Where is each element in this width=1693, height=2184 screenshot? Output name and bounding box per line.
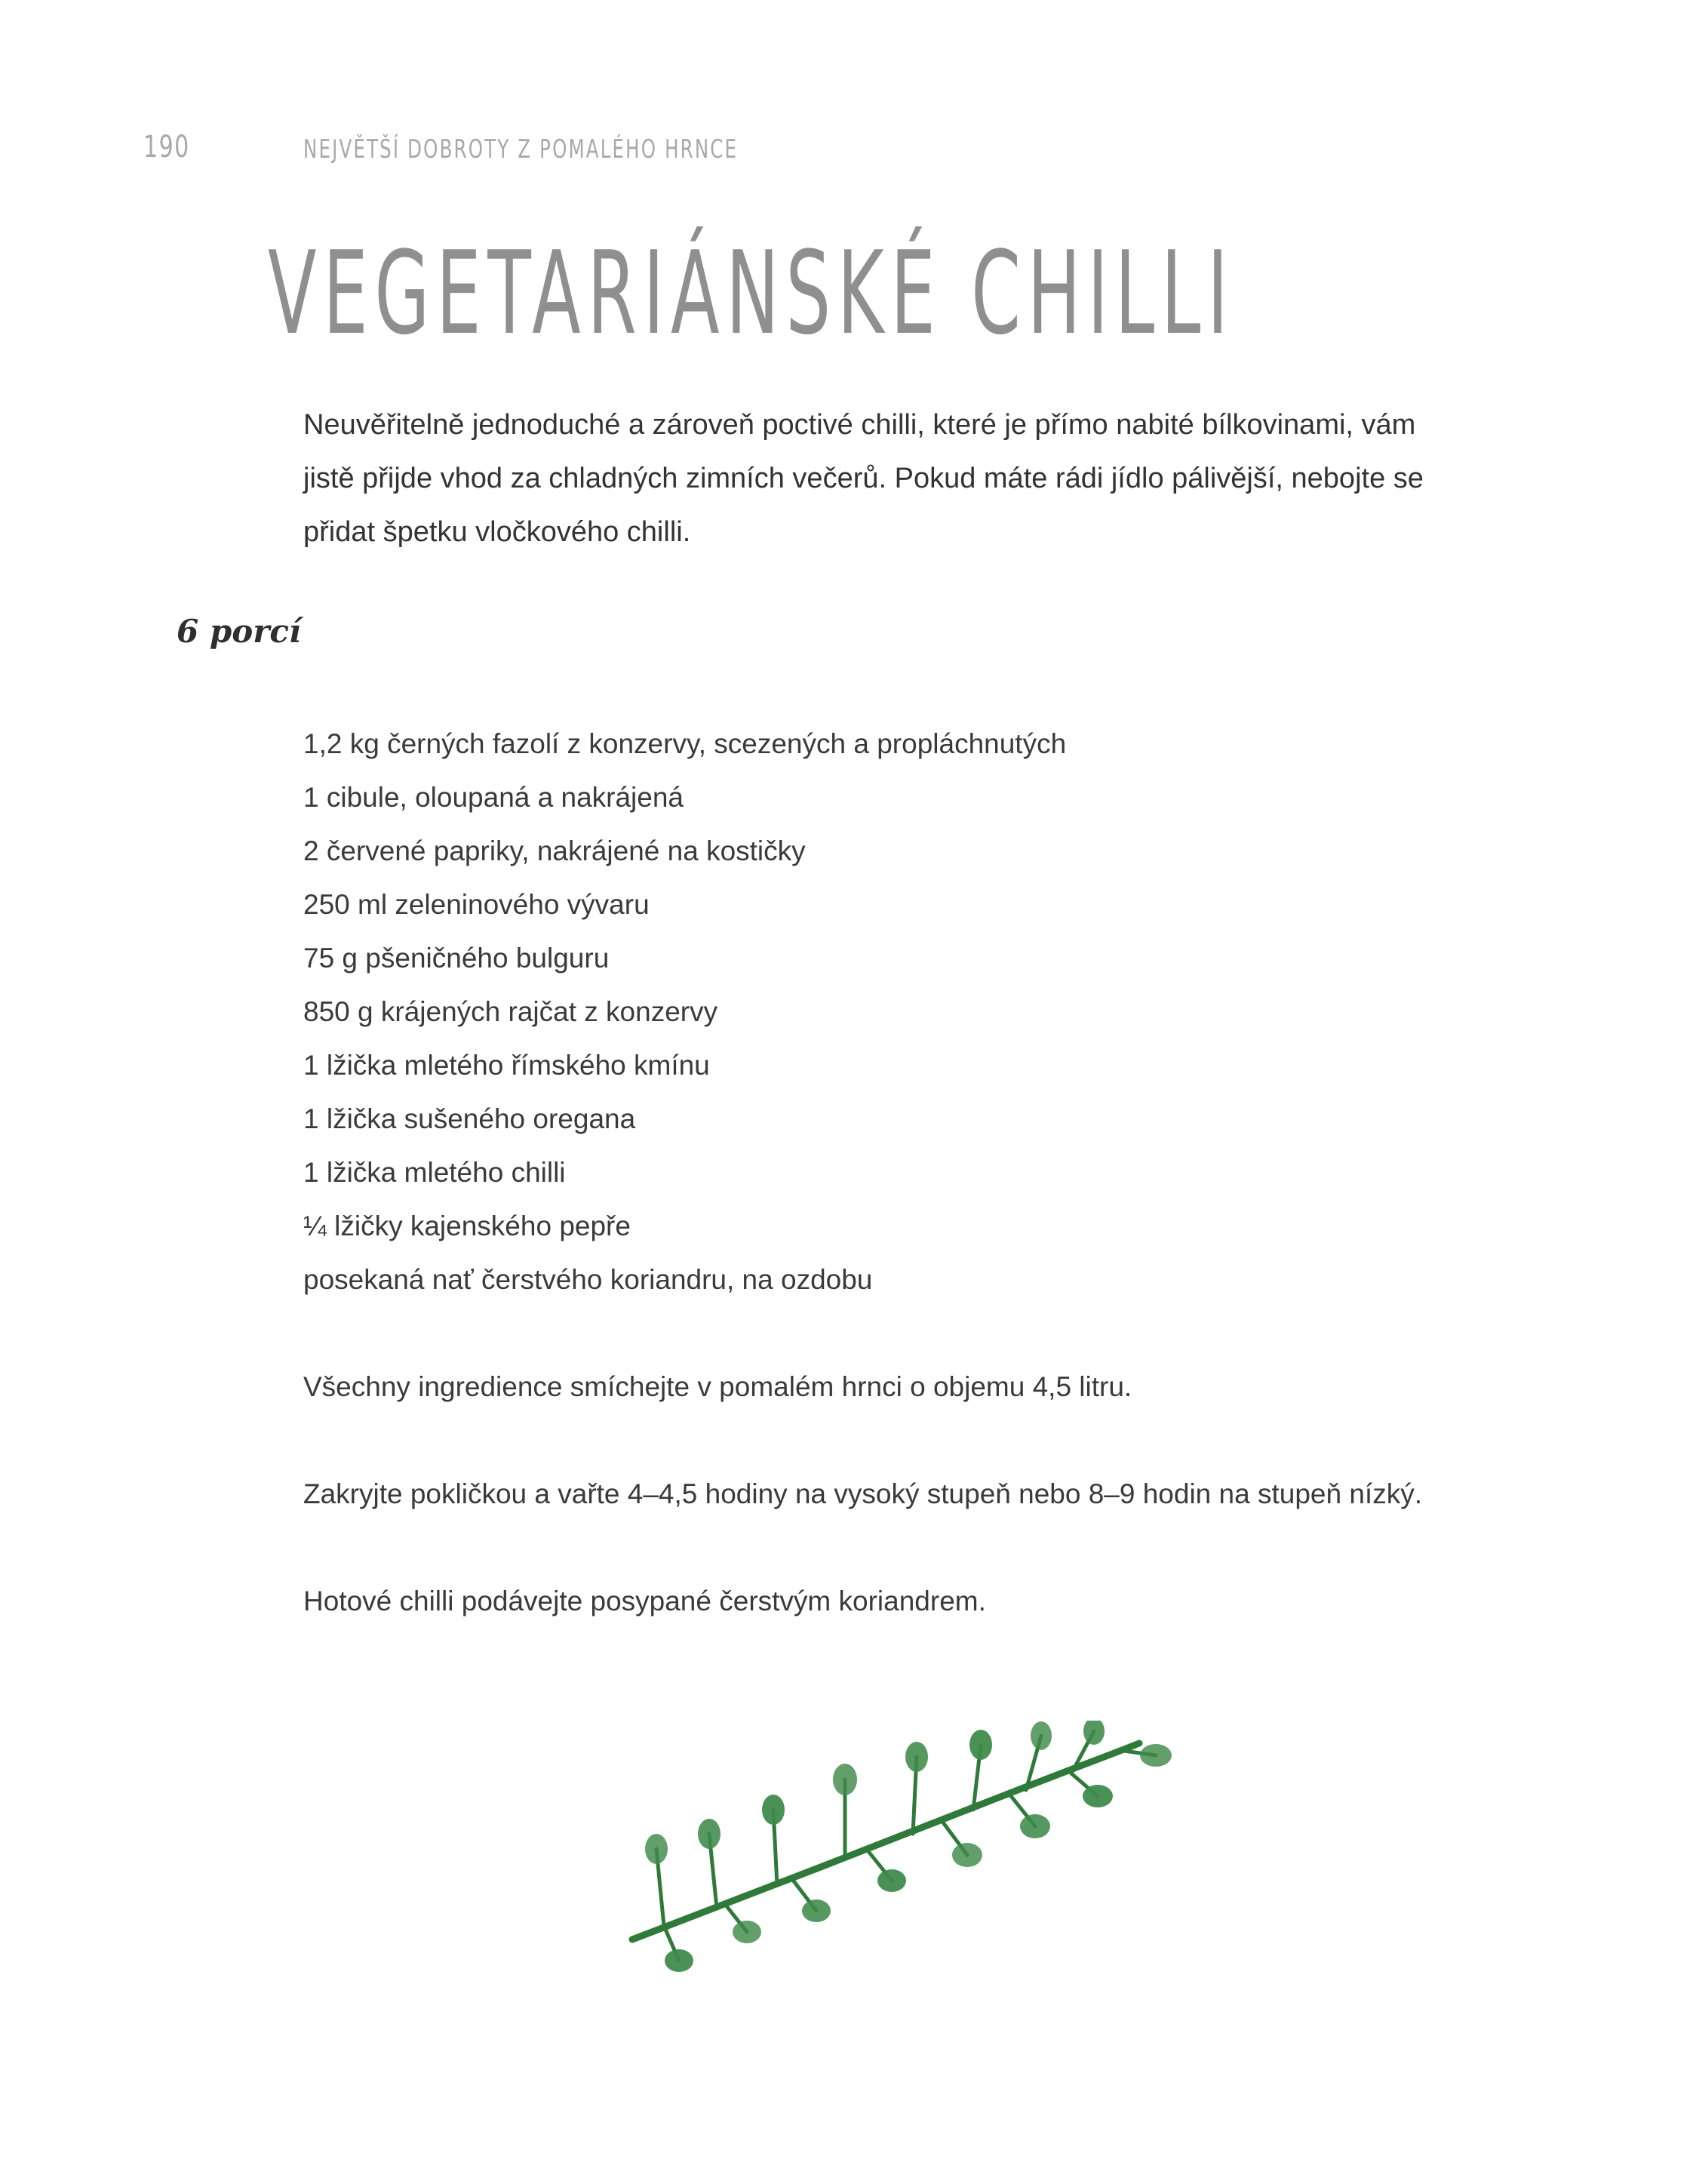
- ingredient-list: [303, 717, 1066, 1306]
- recipe-title: VEGETARIÁNSKÉ CHILLI: [268, 226, 1235, 360]
- page-number: 190: [143, 130, 190, 165]
- ingredient-item: 2 červené papriky, nakrájené na kostičky: [303, 835, 806, 866]
- herb-sprig-drawing: [632, 1721, 1172, 1972]
- ingredient-item: 1 lžička mletého chilli: [303, 1157, 566, 1188]
- ingredient-item: 1 lžička mletého římského kmínu: [303, 1050, 710, 1081]
- sprig-leaf: [698, 1819, 721, 1849]
- running-head: NEJVĚTŠÍ DOBROTY Z POMALÉHO HRNCE: [303, 134, 739, 165]
- sprig-leaf: [665, 1949, 693, 1972]
- sprig-leaf: [833, 1764, 857, 1795]
- ingredient-item: ¼ lžičky kajenského pepře: [303, 1210, 631, 1241]
- sprig-leaf: [877, 1869, 906, 1892]
- ingredient-item: 1 lžička sušeného oregana: [303, 1103, 636, 1134]
- servings: 6 porcí: [177, 613, 301, 650]
- sprig-leaf: [905, 1742, 928, 1772]
- method-step-1: Všechny ingredience smíchejte v pomalém hrnci o objemu 4,5 litru.: [303, 1371, 1132, 1402]
- sprig-leaf: [952, 1843, 982, 1867]
- method-step-3: Hotové chilli podávejte posypané čerstvým koriandrem.: [303, 1586, 986, 1616]
- sprig-leaf: [645, 1834, 668, 1864]
- herb-sprig-icon: [619, 1721, 1192, 1977]
- sprig-leaf: [969, 1730, 992, 1760]
- sprig-leaf: [762, 1795, 785, 1825]
- ingredient-item: 1,2 kg černých fazolí z konzervy, scezených a propláchnutých: [303, 728, 1067, 759]
- method-step-2: Zakryjte pokličkou a vařte 4–4,5 hodiny na vysoký stupeň nebo 8–9 hodin na stupeň nízký.: [303, 1478, 1422, 1509]
- sprig-leaf: [802, 1899, 831, 1922]
- ingredient-item: posekaná nať čerstvého koriandru, na ozdobu: [303, 1264, 873, 1295]
- sprig-leaf: [1140, 1744, 1172, 1767]
- ingredient-item: 75 g pšeničného bulguru: [303, 943, 610, 974]
- ingredient-item: 850 g krájených rajčat z konzervy: [303, 996, 718, 1027]
- sprig-leaf: [1083, 1785, 1113, 1807]
- sprig-leaf: [733, 1921, 761, 1943]
- sprig-leaf: [1031, 1721, 1052, 1750]
- sprig-leaf: [1020, 1814, 1050, 1838]
- ingredient-item: 250 ml zeleninového vývaru: [303, 889, 650, 920]
- recipe-intro: Neuvěřitelně jednoduché a zároveň poctivé chilli, které je přímo nabité bílkovinami, vám jistě přijde vhod za chladných zimních večerů. Pokud máte rádi jídlo pálivější, nebojte se přidat špetku vločkového chilli.: [303, 409, 1424, 548]
- ingredient-item: 1 cibule, oloupaná a nakrájená: [303, 782, 684, 813]
